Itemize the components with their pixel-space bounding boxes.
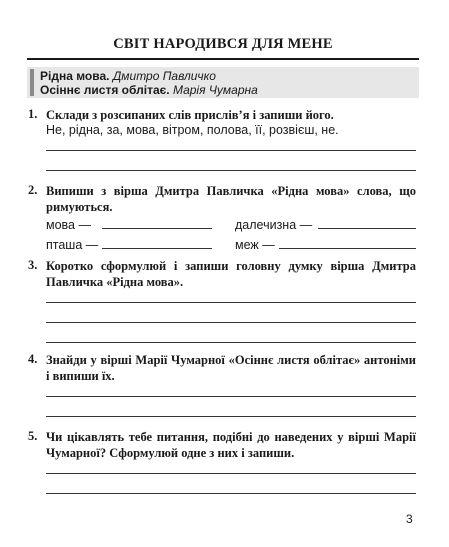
page-number: 3	[406, 512, 413, 526]
answer-line[interactable]	[46, 322, 416, 323]
header-rule	[27, 58, 419, 60]
answer-line[interactable]	[46, 170, 416, 171]
answer-line[interactable]	[46, 396, 416, 397]
source-accent-bar	[30, 69, 34, 96]
question-1-words: Не, рідна, за, мова, вітром, полова, її, розвієш, не.	[46, 123, 339, 137]
question-5-text: Чи цікавлять тебе питання, подібні до наведених у вірші Марії Чумарної? Сформулюй одне з них і запиши.	[46, 430, 416, 460]
question-4-number: 4.	[28, 352, 38, 366]
answer-line[interactable]	[46, 342, 416, 343]
question-3-number: 3.	[28, 258, 38, 272]
source-box	[27, 67, 419, 98]
source-2-title: Осіннє листя облітає.	[40, 83, 170, 97]
rhyme-answer-line[interactable]	[279, 248, 416, 249]
question-1-number: 1.	[28, 107, 38, 121]
rhyme-word-1: мова —	[46, 218, 91, 232]
rhyme-word-3: пташа —	[46, 238, 99, 252]
question-4-text: Знайди у вірші Марії Чумарної «Осіннє листя облітає» антоніми і випиши їх.	[46, 353, 416, 383]
source-1-title: Рідна мова.	[40, 69, 110, 83]
rhyme-word-4: меж —	[235, 238, 275, 252]
source-2-author: Марія Чумарна	[172, 83, 258, 97]
question-3-text: Коротко сформулюй і запиши головну думку вірша Дмитра Павличка «Рідна мова».	[46, 259, 416, 289]
question-2-text: Випиши з вірша Дмитра Павличка «Рідна мова» слова, що римуються.	[46, 184, 416, 214]
question-5-number: 5.	[28, 429, 38, 443]
rhyme-answer-line[interactable]	[102, 248, 212, 249]
answer-line[interactable]	[46, 473, 416, 474]
answer-line[interactable]	[46, 493, 416, 494]
rhyme-answer-line[interactable]	[318, 228, 416, 229]
answer-line[interactable]	[46, 302, 416, 303]
page-title: СВІТ НАРОДИВСЯ ДЛЯ МЕНЕ	[113, 36, 333, 52]
source-1-author: Дмитро Павличко	[112, 69, 216, 83]
answer-line[interactable]	[46, 416, 416, 417]
rhyme-word-2: далечизна —	[235, 218, 313, 232]
rhyme-answer-line[interactable]	[102, 228, 212, 229]
source-2	[40, 83, 258, 97]
answer-line[interactable]	[46, 150, 416, 151]
question-1-text: Склади з розсипаних слів прислів’я і запиши його.	[46, 108, 334, 122]
source-1	[40, 69, 216, 83]
question-2-number: 2.	[28, 183, 38, 197]
